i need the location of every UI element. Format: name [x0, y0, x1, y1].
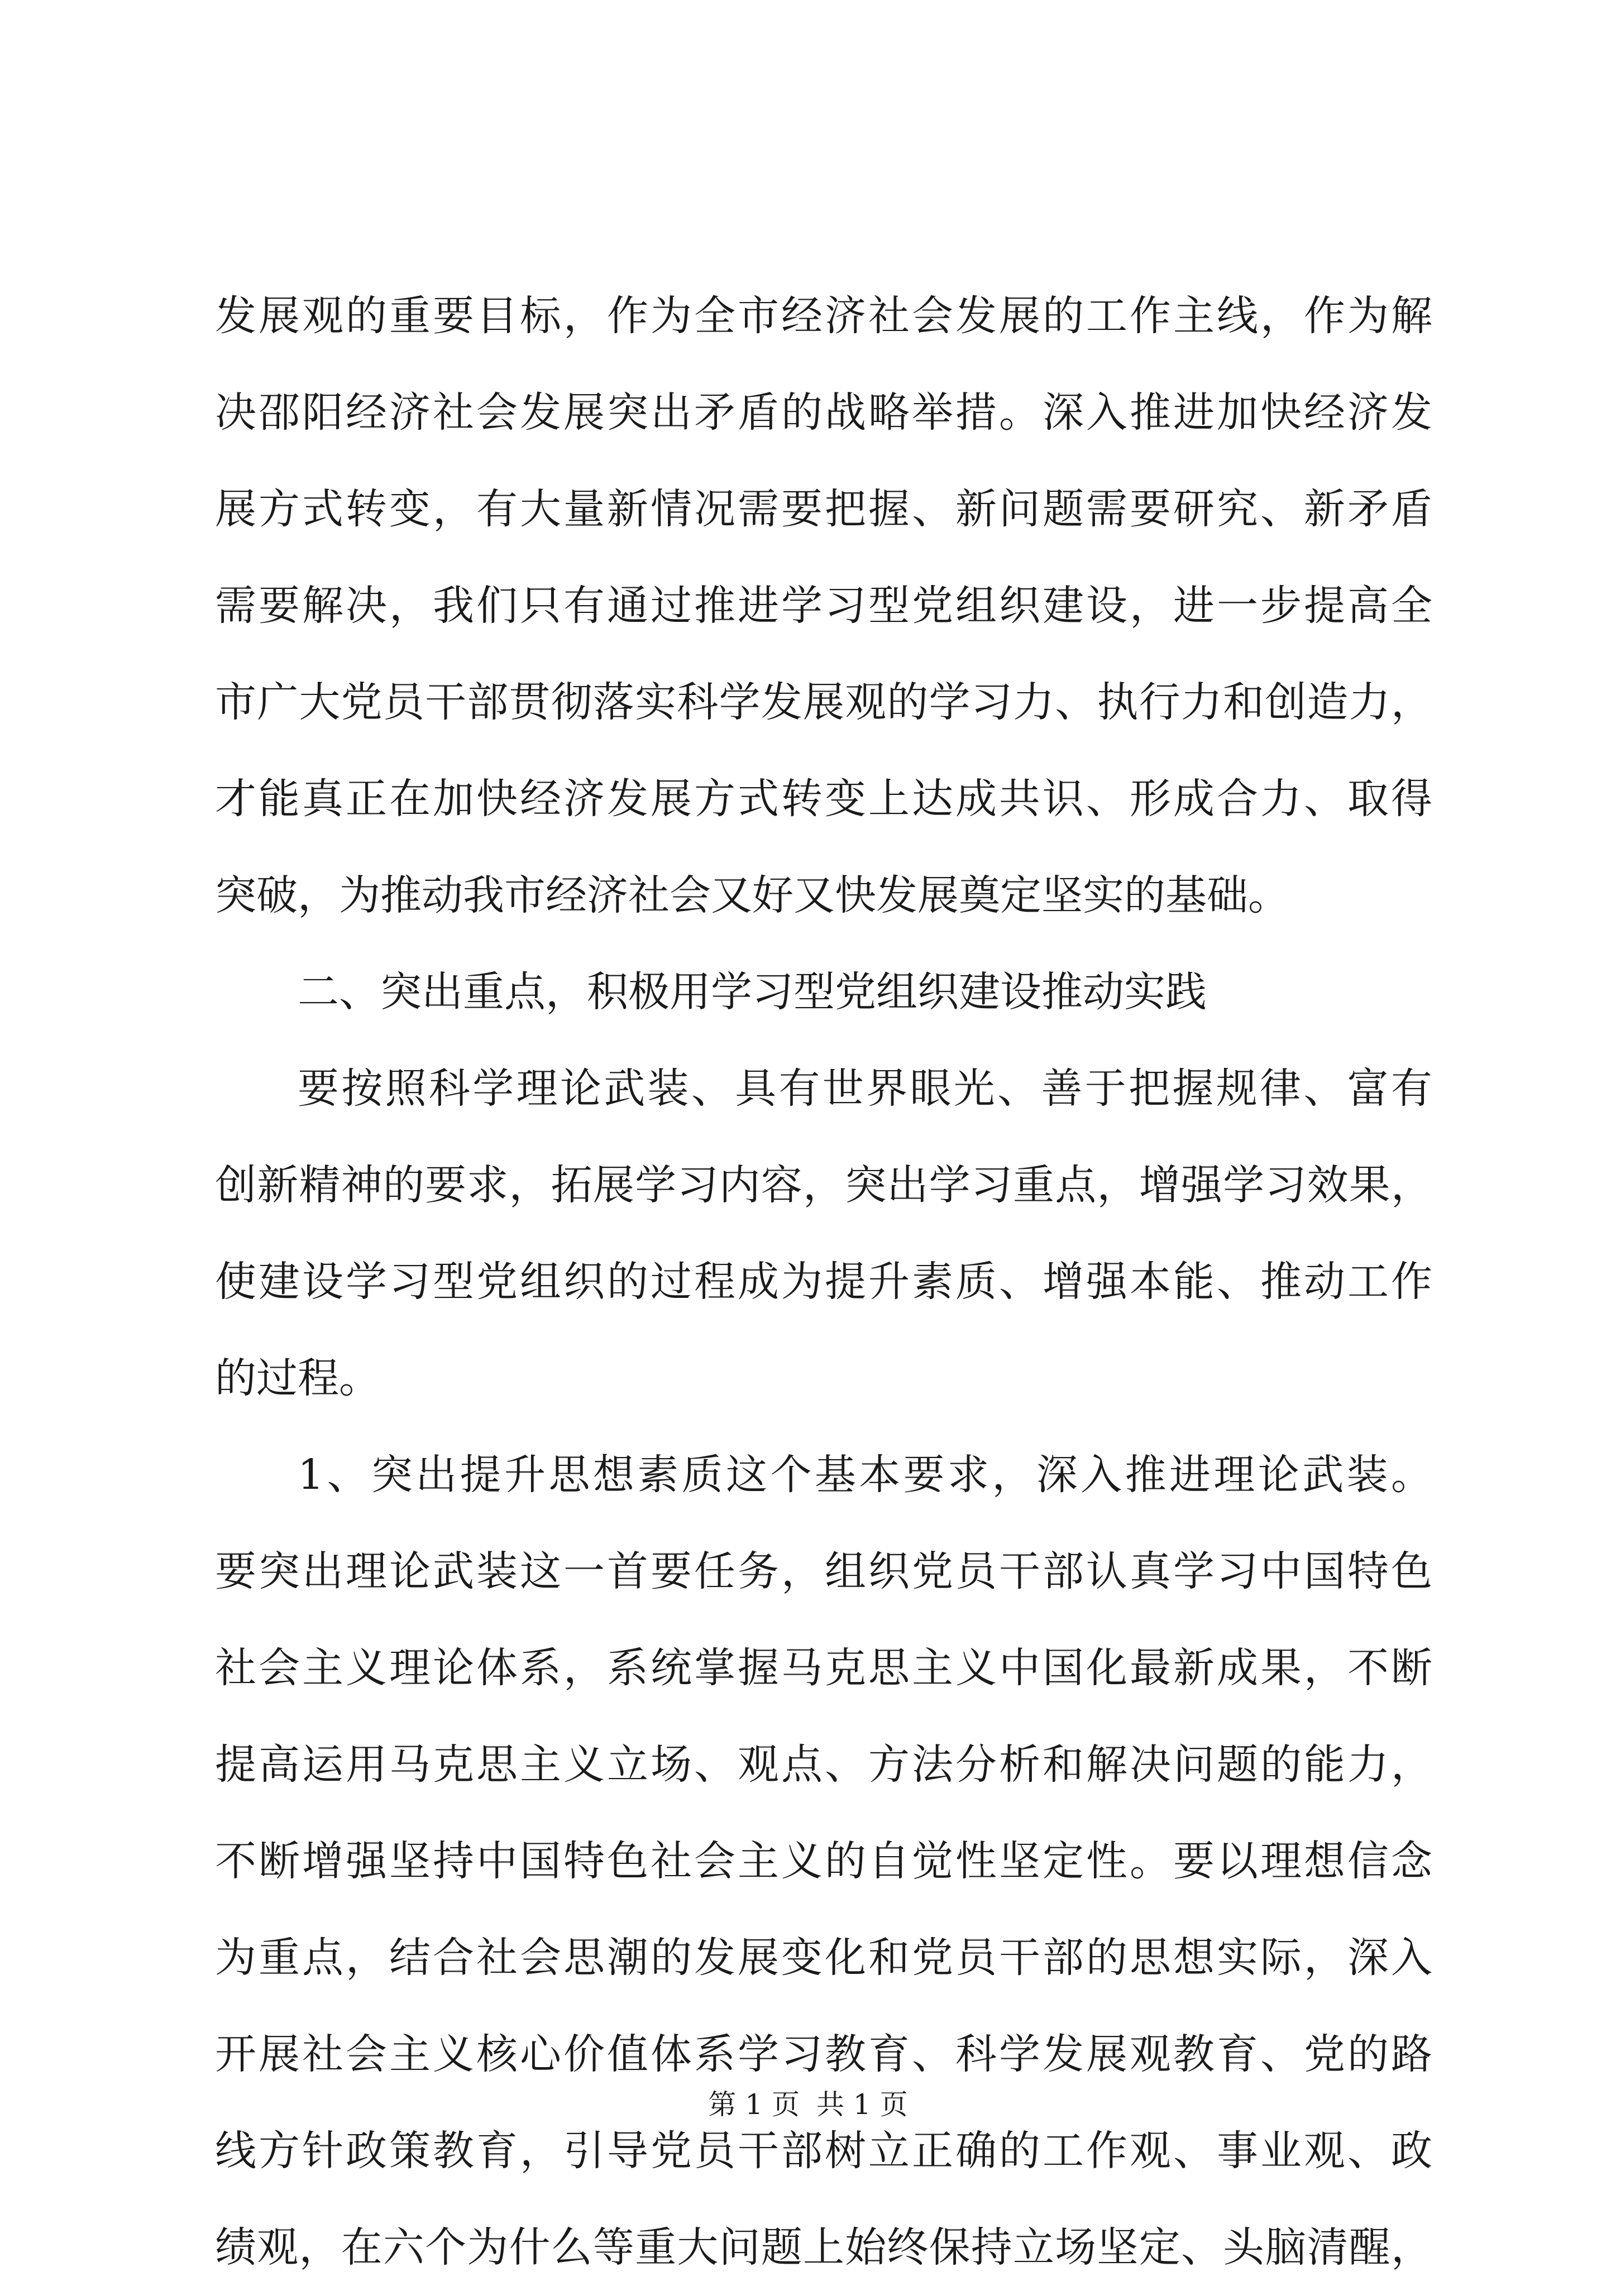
text-line: 的过程。: [215, 1354, 380, 1402]
text-line: 需要解决，我们只有通过推进学习型党组织建设，进一步提高全: [215, 582, 1432, 630]
subsection-heading: 1、突出提升思想素质这个基本要求，深入推进理论武装。: [298, 1451, 1432, 1499]
text-line: 市广大党员干部贯彻落实科学发展观的学习力、执行力和创造力，: [215, 678, 1432, 726]
text-line: 展方式转变，有大量新情况需要把握、新问题需要研究、新矛盾: [215, 485, 1432, 533]
text-line: 决邵阳经济社会发展突出矛盾的战略举措。深入推进加快经济发: [215, 389, 1432, 437]
text-line: 创新精神的要求，拓展学习内容，突出学习重点，增强学习效果，: [215, 1161, 1432, 1209]
text-line: 提高运用马克思主义立场、观点、方法分析和解决问题的能力，: [215, 1741, 1432, 1789]
page-number: 第 1 页: [708, 2088, 800, 2121]
text-line: 不断增强坚持中国特色社会主义的自觉性坚定性。要以理想信念: [215, 1837, 1432, 1885]
section-heading: 二、突出重点，积极用学习型党组织建设推动实践: [298, 968, 1207, 1016]
text-line: 开展社会主义核心价值体系学习教育、科学发展观教育、党的路: [215, 2030, 1432, 2078]
text-line: 要按照科学理论武装、具有世界眼光、善于把握规律、富有: [298, 1065, 1432, 1113]
text-line: 线方针政策教育，引导党员干部树立正确的工作观、事业观、政: [215, 2127, 1432, 2175]
text-line: 社会主义理论体系，系统掌握马克思主义中国化最新成果，不断: [215, 1644, 1432, 1692]
text-line: 发展观的重要目标，作为全市经济社会发展的工作主线，作为解: [215, 292, 1432, 340]
text-line: 要突出理论武装这一首要任务，组织党员干部认真学习中国特色: [215, 1547, 1432, 1595]
text-line: 突破，为推动我市经济社会又好又快发展奠定坚实的基础。: [215, 871, 1289, 919]
text-line: 才能真正在加快经济发展方式转变上达成共识、形成合力、取得: [215, 775, 1432, 823]
text-line: 使建设学习型党组织的过程成为提升素质、增强本能、推动工作: [215, 1258, 1432, 1306]
page-total: 共 1 页: [816, 2088, 908, 2121]
text-line: 为重点，结合社会思潮的发展变化和党员干部的思想实际，深入: [215, 1934, 1432, 1982]
page-footer: [0, 2085, 1616, 2124]
body-text: [215, 268, 1432, 2296]
text-line: 绩观，在六个为什么等重大问题上始终保持立场坚定、头脑清醒，: [215, 2223, 1432, 2271]
